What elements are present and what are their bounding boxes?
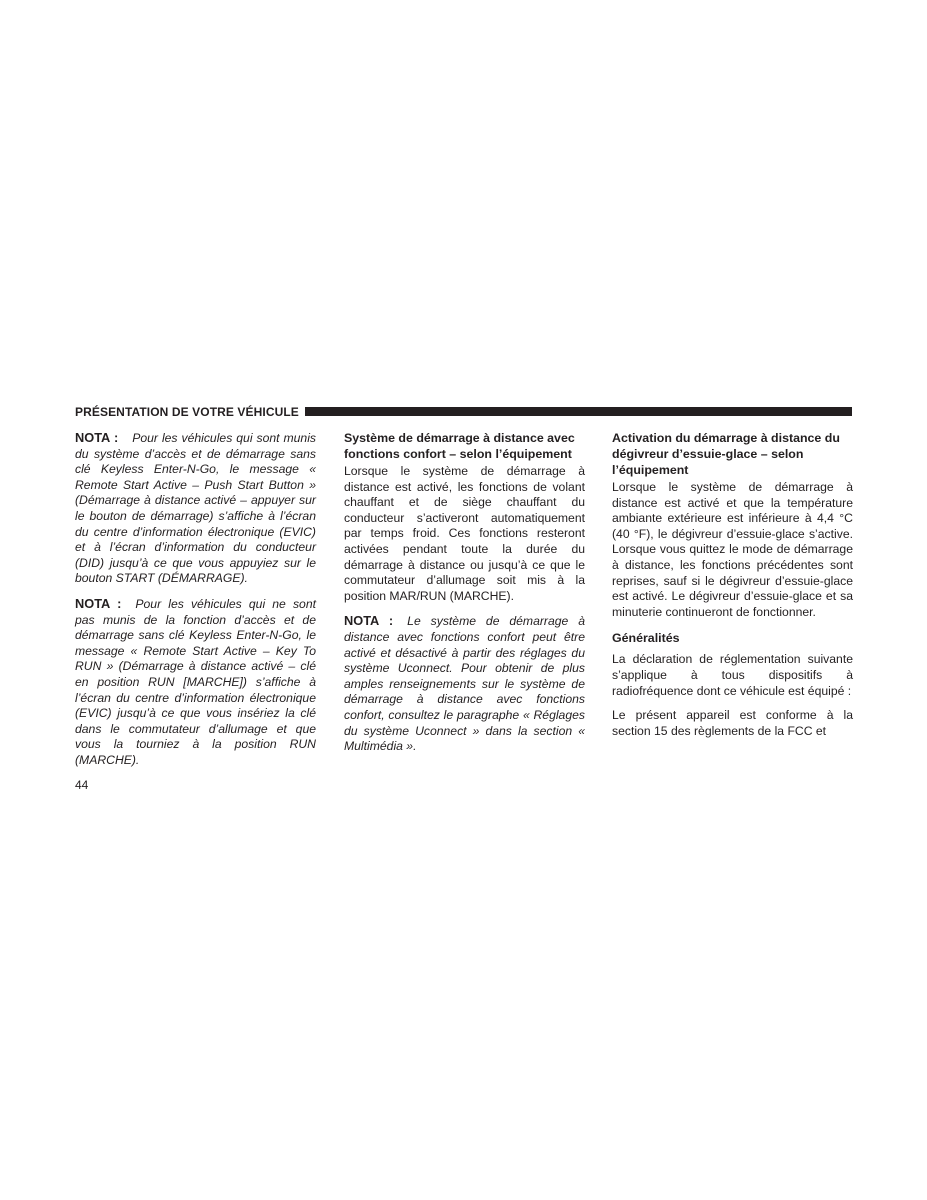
body-paragraph: Lorsque le système de démarrage à distance est activé, les fonctions de volant chauffant et de siège chauffant du conducteur s’activeront automatiquement par temps froid. Ces fonctions resteront activées pendant toute la durée du démarrage à distance ou jusqu’à ce que le commutateur d’allumage soit mis à la position MAR/RUN (MARCHE). — [344, 464, 585, 603]
column-right — [612, 430, 853, 748]
note-text: Pour les véhicules qui sont munis du système d’accès et de démarrage sans clé Keyless Enter-N-Go, le message « Remote Start Active – Push Start Button » (Démarrage à distance activé – appuyer sur le bouton de démarrage) s’affiche à l’écran du centre d’information électronique (EVIC) et à l’écran d’information du conducteur (DID) jusqu’à ce que vous appuyiez sur le bouton START (DÉMARRAGE). — [75, 431, 316, 586]
note-text: Le système de démarrage à distance avec fonctions confort peut être activé et désactivé à partir des réglages du système Uconnect. Pour obtenir de plus amples renseignements sur le système de démarrage à distance avec fonctions confort, consultez le paragraphe « Réglages du système Uconnect » dans la section « Multimédia ». — [344, 614, 585, 754]
note-paragraph-1 — [75, 430, 316, 587]
note-paragraph-2 — [75, 596, 316, 769]
subheading-general: Généralités — [612, 631, 680, 646]
page-number: 44 — [75, 778, 89, 792]
header-rule — [305, 407, 852, 416]
note-paragraph — [344, 613, 585, 754]
body-paragraph: Lorsque le système de démarrage à distance est activé et que la température ambiante extérieure est inférieure à 4,4 °C (40 °F), le dégivreur d’essuie-glace s’active. Lorsque vous quittez le mode de démarrage à distance, les fonctions précédentes sont reprises, sauf si le dégivreur d’essuie-glace est activé. Le dégivreur d’essuie-glace et sa minuterie continueront de fonctionner. — [612, 480, 853, 619]
section-header — [75, 404, 852, 420]
note-label: NOTA : — [75, 430, 119, 445]
column-middle — [344, 430, 585, 764]
body-paragraph: Le présent appareil est conforme à la section 15 des règlements de la FCC et — [612, 708, 853, 738]
column-left — [75, 430, 316, 777]
section-heading: Système de démarrage à distance avec fonctions confort – selon l’équipement — [344, 431, 575, 461]
body-paragraph: La déclaration de réglementation suivante s’applique à tous dispositifs à radiofréquence dont ce véhicule est équipé : — [612, 652, 853, 698]
section-heading: Activation du démarrage à distance du dégivreur d’essuie-glace – selon l’équipement — [612, 431, 840, 477]
note-text: Pour les véhicules qui ne sont pas munis de la fonction d’accès et de démarrage sans clé Keyless Enter-N-Go, le message « Remote Start Active – Key To RUN » (Démarrage à distance activé – clé en position RUN [MARCHE]) s’affiche à l’écran du centre d’information électronique (EVIC) jusqu’à ce que vous insériez la clé dans le commutateur d’allumage et que vous la tourniez à la position RUN (MARCHE). — [75, 596, 316, 767]
note-label: NOTA : — [75, 595, 122, 611]
section-title: PRÉSENTATION DE VOTRE VÉHICULE — [75, 405, 299, 419]
note-label: NOTA : — [344, 613, 394, 629]
